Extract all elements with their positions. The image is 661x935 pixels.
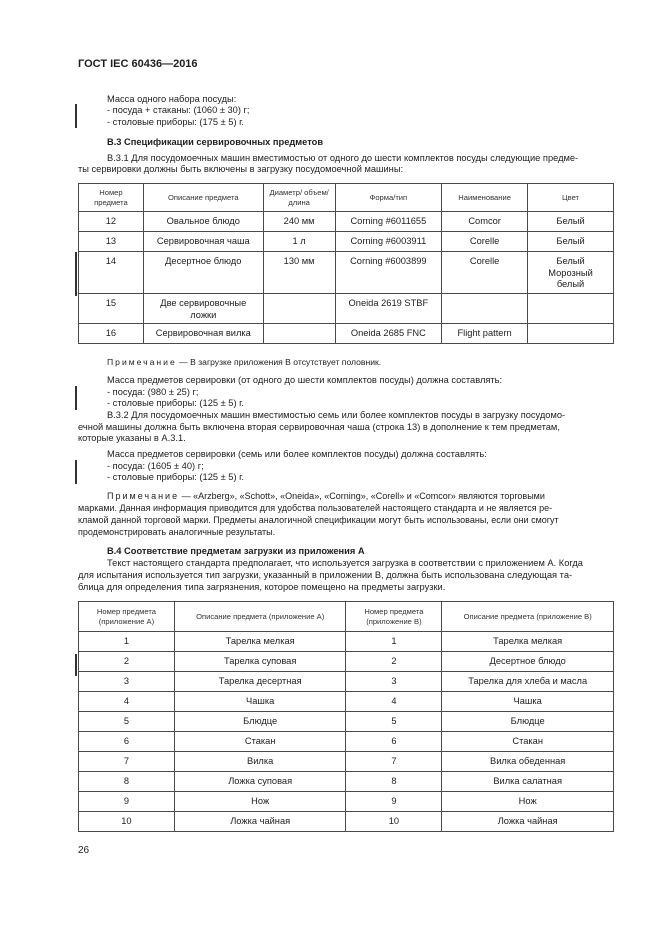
- table-cell: Тарелка для хлеба и масла: [442, 672, 614, 692]
- table-cell: 14: [79, 252, 144, 294]
- section-b4-para: Текст настоящего стандарта предполагает, что используется загрузка в соответствии с приложением А. Когда: [107, 558, 583, 568]
- table-cell: 6: [346, 732, 442, 752]
- note-2-line: продемонстрировать аналогичные результаты.: [78, 527, 276, 537]
- table-cell: Oneida 2685 FNC: [335, 324, 442, 344]
- section-b3-para: ты сервировки должны быть включены в загрузку посудомоечной машины:: [78, 164, 404, 174]
- table-row: [79, 692, 614, 712]
- section-b4-para: блица для определения типа загрязнения, которое помещено на предметы загрузки.: [78, 582, 446, 592]
- section-b32-para: ечной машины должна быть включена вторая сервировочная чаша (строка 13) в дополнение к тем предметам,: [78, 422, 560, 432]
- table-cell: Блюдце: [174, 712, 346, 732]
- table-cell: Oneida 2619 STBF: [335, 294, 442, 324]
- change-bar: [75, 654, 77, 676]
- table-cell: [528, 294, 614, 324]
- table-cell: Нож: [442, 792, 614, 812]
- table-cell: 4: [79, 692, 175, 712]
- note-text: — «Arzberg», «Schott», «Oneida», «Corning», «Corell» и «Comcor» являются торговыми: [181, 491, 545, 501]
- table-cell: 130 мм: [263, 252, 335, 294]
- table-row: [79, 212, 614, 232]
- table-header-cell: Диаметр/ объем/длина: [263, 184, 335, 212]
- mass-intro-item: - посуда + стаканы: (1060 ± 30) г;: [107, 105, 250, 115]
- table-cell: Белый: [528, 212, 614, 232]
- table-row: [79, 324, 614, 344]
- mass-intro-title: Масса одного набора посуды:: [107, 94, 237, 104]
- items-correspondence-table: [78, 601, 614, 832]
- table-cell: Сервировочная вилка: [143, 324, 263, 344]
- note-2-line: марками. Данная информация приводится для удобства пользователей настоящего стандарта и не является ре-: [78, 503, 553, 513]
- table-cell: [263, 324, 335, 344]
- table-cell: 9: [346, 792, 442, 812]
- table-header-cell: Форма/тип: [335, 184, 442, 212]
- table-row: [79, 232, 614, 252]
- serving-items-table: [78, 183, 614, 344]
- table-cell: Ложка чайная: [442, 812, 614, 832]
- table-cell: 3: [346, 672, 442, 692]
- table-row: [79, 252, 614, 294]
- mass-serving2-title: Масса предметов сервировки (семь или более комплектов посуды) должна составлять:: [107, 449, 487, 459]
- table-cell: Белый Морозный белый: [528, 252, 614, 294]
- section-b3-para: В.3.1 Для посудомоечных машин вместимостью от одного до шести комплектов посуды следующие предме-: [107, 153, 579, 163]
- table-cell: Тарелка суповая: [174, 652, 346, 672]
- table-body: [79, 632, 614, 832]
- table-cell: 10: [79, 812, 175, 832]
- table-cell: 5: [79, 712, 175, 732]
- table-header-cell: Описание предмета: [143, 184, 263, 212]
- table-cell: 240 мм: [263, 212, 335, 232]
- table-header-cell: Цвет: [528, 184, 614, 212]
- table-row: [79, 672, 614, 692]
- table-cell: 1: [346, 632, 442, 652]
- note-label: Примечание: [107, 491, 180, 501]
- note-text: — В загрузке приложения В отсутствует половник.: [179, 357, 382, 367]
- table-header-row: [79, 602, 614, 632]
- table-cell: Нож: [174, 792, 346, 812]
- change-bar: [75, 386, 77, 410]
- table-cell: Тарелка мелкая: [174, 632, 346, 652]
- table-cell: Corning #6003911: [335, 232, 442, 252]
- table-cell: Flight pattern: [442, 324, 528, 344]
- table-cell: 2: [79, 652, 175, 672]
- table-cell: Стакан: [442, 732, 614, 752]
- page-number: 26: [78, 845, 90, 856]
- table-row: [79, 812, 614, 832]
- table-header-cell: Наименование: [442, 184, 528, 212]
- table-cell: Стакан: [174, 732, 346, 752]
- table-row: [79, 632, 614, 652]
- mass-serving-title: Масса предметов сервировки (от одного до шести комплектов посуды) должна составлять:: [107, 375, 503, 385]
- table-cell: [528, 324, 614, 344]
- table-cell: Десертное блюдо: [442, 652, 614, 672]
- table-cell: 7: [79, 752, 175, 772]
- note-2: [107, 491, 545, 503]
- table-row: [79, 712, 614, 732]
- table-cell: Две сервировочные ложки: [143, 294, 263, 324]
- table-row: [79, 752, 614, 772]
- table-cell: Corning #6011655: [335, 212, 442, 232]
- table-header-cell: Номер предмета (приложение В): [346, 602, 442, 632]
- table-header-cell: Описание предмета (приложение А): [174, 602, 346, 632]
- table-cell: [442, 294, 528, 324]
- note-label: Примечание: [107, 357, 177, 367]
- section-b32-para: которые указаны в А.3.1.: [78, 433, 186, 443]
- table-cell: 1 л: [263, 232, 335, 252]
- table-cell: Corelle: [442, 232, 528, 252]
- table-cell: 8: [79, 772, 175, 792]
- mass-serving2-item: - столовые приборы: (125 ± 5) г.: [107, 472, 244, 482]
- section-b3-heading: В.3 Спецификации сервировочных предметов: [107, 137, 324, 147]
- table-cell: 8: [346, 772, 442, 792]
- table-cell: Сервировочная чаша: [143, 232, 263, 252]
- table-cell: 2: [346, 652, 442, 672]
- table-cell: Белый: [528, 232, 614, 252]
- change-bar: [75, 104, 77, 128]
- table-cell: 5: [346, 712, 442, 732]
- table-row: [79, 732, 614, 752]
- table-cell: Вилка: [174, 752, 346, 772]
- section-b4-para: для испытания используется тип загрузки, указанный в приложении В, должна быть использована следующая та-: [78, 570, 573, 580]
- table-header-cell: Номер предмета: [79, 184, 144, 212]
- table-cell: 15: [79, 294, 144, 324]
- table-row: [79, 294, 614, 324]
- mass-intro-item: - столовые приборы: (175 ± 5) г.: [107, 117, 244, 127]
- table-cell: Тарелка десертная: [174, 672, 346, 692]
- table-cell: 6: [79, 732, 175, 752]
- table-cell: 7: [346, 752, 442, 772]
- table-cell: 10: [346, 812, 442, 832]
- change-bar: [75, 252, 77, 296]
- table-row: [79, 772, 614, 792]
- table-cell: [263, 294, 335, 324]
- table-cell: 12: [79, 212, 144, 232]
- table-row: [79, 652, 614, 672]
- note-2-line: кламой данной торговой марки. Предметы аналогичной спецификации могут быть использованы, если они смогут: [78, 515, 559, 525]
- table-cell: Десертное блюдо: [143, 252, 263, 294]
- table-cell: 16: [79, 324, 144, 344]
- table-header-row: [79, 184, 614, 212]
- section-b32-para: В.3.2 Для посудомоечных машин вместимостью семь или более комплектов посуды в загрузку посудомо-: [107, 410, 566, 420]
- table-cell: Чашка: [174, 692, 346, 712]
- mass-serving-item: - столовые приборы: (125 ± 5) г.: [107, 398, 244, 408]
- mass-serving2-item: - посуда: (1605 ± 40) г;: [107, 461, 204, 471]
- table-cell: Ложка чайная: [174, 812, 346, 832]
- document-header: ГОСТ IEC 60436—2016: [78, 58, 198, 70]
- note-1: [107, 357, 381, 369]
- table-header-cell: Номер предмета (приложение А): [79, 602, 175, 632]
- table-cell: 9: [79, 792, 175, 812]
- table-cell: Ложка суповая: [174, 772, 346, 792]
- section-b4-heading: В.4 Соответствие предметам загрузки из приложения А: [107, 546, 365, 556]
- table-header-cell: Описание предмета (приложение В): [442, 602, 614, 632]
- table-cell: Овальное блюдо: [143, 212, 263, 232]
- change-bar: [75, 460, 77, 484]
- table-row: [79, 792, 614, 812]
- table-cell: Вилка салатная: [442, 772, 614, 792]
- mass-serving-item: - посуда: (980 ± 25) г;: [107, 387, 199, 397]
- table-cell: 4: [346, 692, 442, 712]
- table-cell: Вилка обеденная: [442, 752, 614, 772]
- table-cell: 13: [79, 232, 144, 252]
- table-cell: Comcor: [442, 212, 528, 232]
- table-cell: Блюдце: [442, 712, 614, 732]
- table-cell: 1: [79, 632, 175, 652]
- table-cell: Тарелка мелкая: [442, 632, 614, 652]
- table-cell: Чашка: [442, 692, 614, 712]
- table-cell: Corelle: [442, 252, 528, 294]
- table-cell: Corning #6003899: [335, 252, 442, 294]
- table-cell: 3: [79, 672, 175, 692]
